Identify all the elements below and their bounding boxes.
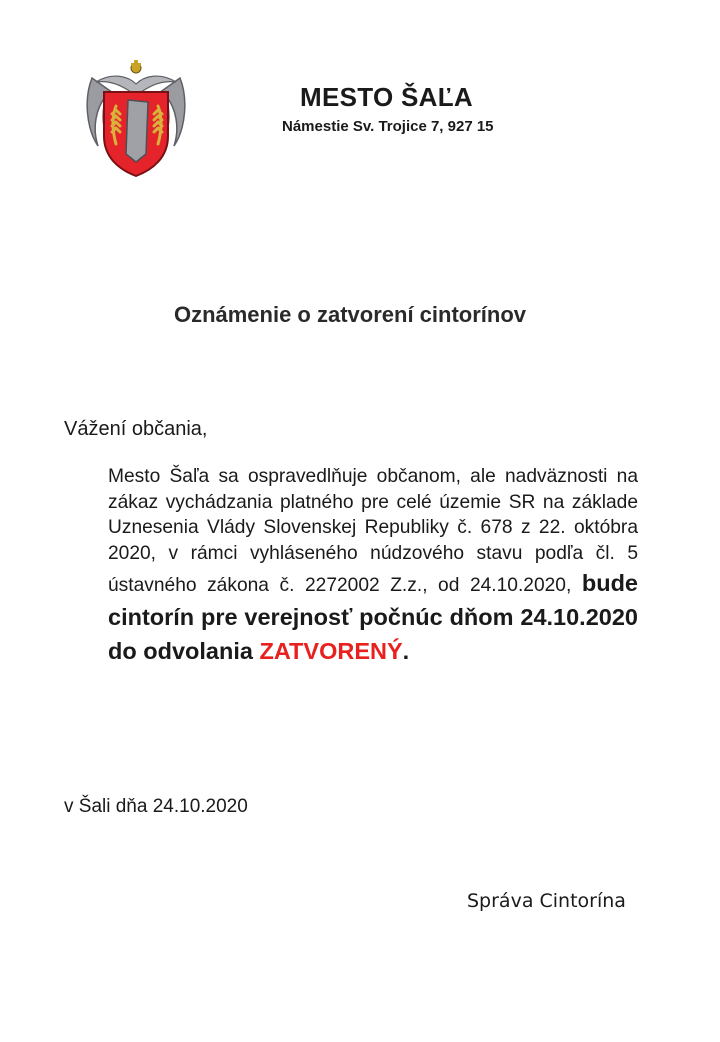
notice-body-bold: bude cintorín pre verejnosť počnúc dňom 24.10.2020 do odvolania [108, 570, 638, 664]
closed-status-text: ZATVORENÝ [259, 638, 403, 664]
document-title: Oznámenie o zatvorení cintorínov [173, 302, 527, 327]
organization-name: MESTO ŠAĽA [300, 82, 473, 112]
place-and-date: v Šali dňa 24.10.2020 [64, 796, 248, 817]
coat-of-arms-icon [82, 58, 190, 178]
salutation: Vážení občania, [64, 418, 208, 440]
notice-body [108, 464, 638, 668]
organization-address: Námestie Sv. Trojice 7, 927 15 [282, 118, 494, 135]
signature: Správa Cintorína [467, 890, 626, 912]
notice-body-end: . [402, 638, 410, 664]
notice-body-regular: Mesto Šaľa sa ospravedlňuje občanom, ale nadväznosti na zákaz vychádzania platného pre celé územie SR na základe Uznesenia Vlády Slovenskej Republiky č. 678 z 22. októbra 2020, v rámci vyhláseného núdzového stavu podľa čl. 5 ústavného zákona č. 2272002 Z.z., od 24.10.2020, [108, 466, 638, 596]
